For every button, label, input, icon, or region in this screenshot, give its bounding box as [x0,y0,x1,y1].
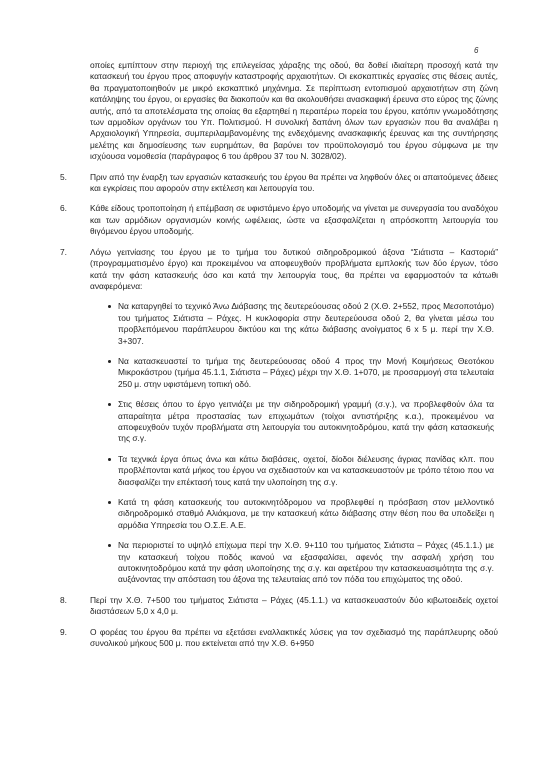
bullet-text: Κατά τη φάση κατασκευής του αυτοκινητόδρομου να προβλεφθεί η πρόσβαση στον μελλοντικό σιδηροδρομικό σταθμό Αλιάκμονα, με την κατασκευή κάτω διάβασης στην θέση που θα υποδείξει η αρμόδια Υπηρεσία του Ο.Σ.Ε. Α.Ε. [118,497,494,530]
item-number: 6. [60,203,67,214]
bullet-text: Να περιοριστεί το υψηλό επίχωμα περί την Χ.Θ. 9+110 του τμήματος Σιάτιστα – Ράχες (45.1.1.) με την κατασκευή τοίχου ποδός ικανού να εξασφαλίσει, αφενός την ασφαλή χρήση του αυτοκινητοδρόμου κατά την φάση υλοποίησης της σ.γ. και αφετέρου την κατασκευασιμότητα της σ.γ. αυξάνοντας την απόσταση του άξονα της τελευταίας από τον πόδα του επιχώματος της οδού. [118,540,494,585]
bullet-icon [108,501,111,504]
list-item-6 [58,203,498,237]
bullet-icon [108,305,111,308]
bullet-icon [108,458,111,461]
item-number: 7. [60,246,67,257]
list-item-8 [58,595,498,618]
bullet-text: Στις θέσεις όπου το έργο γειτνιάζει με την σιδηροδρομική γραμμή (σ.γ.), να προβλεφθούν όλα τα απαραίτητα μέτρα προστασίας των επιχωμάτων (τοίχοι αντιστήριξης κ.α.), προκειμένου να αποφευχθούν τυχόν προβλήματα στη λειτουργία του αυτοκινητοδρόμου, κατά την φάση κατασκευής της σ.γ. [118,399,494,444]
item-number: 5. [60,171,67,182]
item-text: Ο φορέας του έργου θα πρέπει να εξετάσει εναλλακτικές λύσεις για τον σχεδιασμό της παράπλευρης οδού συνολικού μήκους 500 μ. που εκτείνεται από την Χ.Θ. 6+950 [90,626,498,649]
bullet-item [58,454,498,488]
intro-paragraph: οποίες εμπίπτουν στην περιοχή της επιλεγείσας χάραξης της οδού, θα δοθεί ιδιαίτερη προσοχή κατά την κατασκευή του έργου προς αποφυγήν καταστροφής αρχαιοτήτων. Οι εκσκαπτικές εργασίες στις θέσεις αυτές, θα πραγματοποιηθούν με μικρό εκσκαπτικό μηχάνημα. Σε περίπτωση εντοπισμού αρχαιοτήτων στη ζώνη κατάληψης του έργου, οι εργασίες θα διακοπούν και θα ακολουθήσει ανασκαφική έρευνα στο εύρος της ζώνης αυτής, από τα αποτελέσματα της οποίας θα εξαρτηθεί η περαιτέρω πορεία του έργου, κατόπιν γνωμοδότησης των αρμοδίων οργάνων του Υπ. Πολιτισμού. Η συνολική δαπάνη όλων των εργασιών που θα αναλάβει η Αρχαιολογική Υπηρεσία, συμπεριλαμβανομένης της ενδεχόμενης ανασκαφικής έρευνας και της συντήρησης μελέτης και δημοσίευσης των ευρημάτων, θα βαρύνει τον προϋπολογισμό του έργου σύμφωνα με την ισχύουσα νομοθεσία (παράγραφος 6 του άρθρου 37 του Ν. 3028/02). [90,60,498,162]
item-text: Πριν από την έναρξη των εργασιών κατασκευής του έργου θα πρέπει να ληφθούν όλες οι απαιτούμενες άδειες και εγκρίσεις που αφορούν στην εκτέλεση και λειτουργία του. [90,171,498,194]
item-text: Περί την Χ.Θ. 7+500 του τμήματος Σιάτιστα – Ράχες (45.1.1.) να κατασκευαστούν δύο κιβωτοειδείς οχετοί διαστάσεων 5,0 x 4,0 μ. [90,594,498,617]
bullet-item [58,540,498,586]
item-text: Λόγω γειτνίασης του έργου με το τμήμα του δυτικού σιδηροδρομικού άξονα “Σιάτιστα – Καστοριά” (προγραμματισμένο έργο) και προκειμένου να αποφευχθούν προβλήματα εμπλοκής των δύο έργων, τόσο κατά την φάση κατασκευής όσο και κατά την λειτουργία τους, θα πρέπει να εφαρμοστούν τα κάτωθι αναφερόμενα: [90,246,498,291]
bullet-item [58,356,498,390]
bullet-text: Να καταργηθεί το τεχνικό Άνω Διάβασης της δευτερεύουσας οδού 2 (Χ.Θ. 2+552, προς Μεσοποτάμο) του τμήματος Σιάτιστα – Ράχες. Η κυκλοφορία στην δευτερεύουσα οδού 2, θα γίνεται μέσω του προβλεπόμενου παράπλευρου δικτύου και της κάτω διάβασης ανοίγματος 6 x 5 μ. περί την Χ.Θ. 3+307. [118,301,494,346]
bullet-item [58,497,498,531]
bullet-item [58,399,498,445]
bullet-icon [108,544,111,547]
bullet-item [58,301,498,347]
list-item-9 [58,627,498,650]
page-number: 6 [474,46,479,55]
item-number: 8. [60,594,67,605]
bullet-list [58,301,498,586]
bullet-icon [108,403,111,406]
bullet-text: Να κατασκευαστεί το τμήμα της δευτερεύουσας οδού 4 προς την Μονή Κοιμήσεως Θεοτόκου Μικροκάστρου (τμήμα 45.1.1, Σιάτιστα – Ράχες) μέχρι την Χ.Θ. 1+070, με προσαρμογή στα τελευταία 250 μ. στην υφιστάμενη τοπική οδό. [118,355,494,389]
bullet-text: Τα τεχνικά έργα όπως άνω και κάτω διαβάσεις, οχετοί, δίοδοι διέλευσης άγριας πανίδας κλπ. που προβλέπονται κατά μήκος του έργου να σχεδιαστούν και να κατασκευαστούν με τρόπο τέτοιο που να διασφαλίζει την επέκτασή τους κατά την υλοποίηση της σ.γ. [118,453,494,487]
list-item-5 [58,172,498,195]
bullet-icon [108,360,111,363]
item-number: 9. [60,626,67,637]
item-text: Κάθε είδους τροποποίηση ή επέμβαση σε υφιστάμενο έργο υποδομής να γίνεται με συνεργασία του αναδόχου και των αρμόδιων οργανισμών κοινής ωφέλειας, ώστε να εξασφαλίζεται η απρόσκοπτη λειτουργία του θιγόμενου έργου υποδομής. [90,203,498,237]
document-body [58,60,498,649]
list-item-7 [58,247,498,293]
